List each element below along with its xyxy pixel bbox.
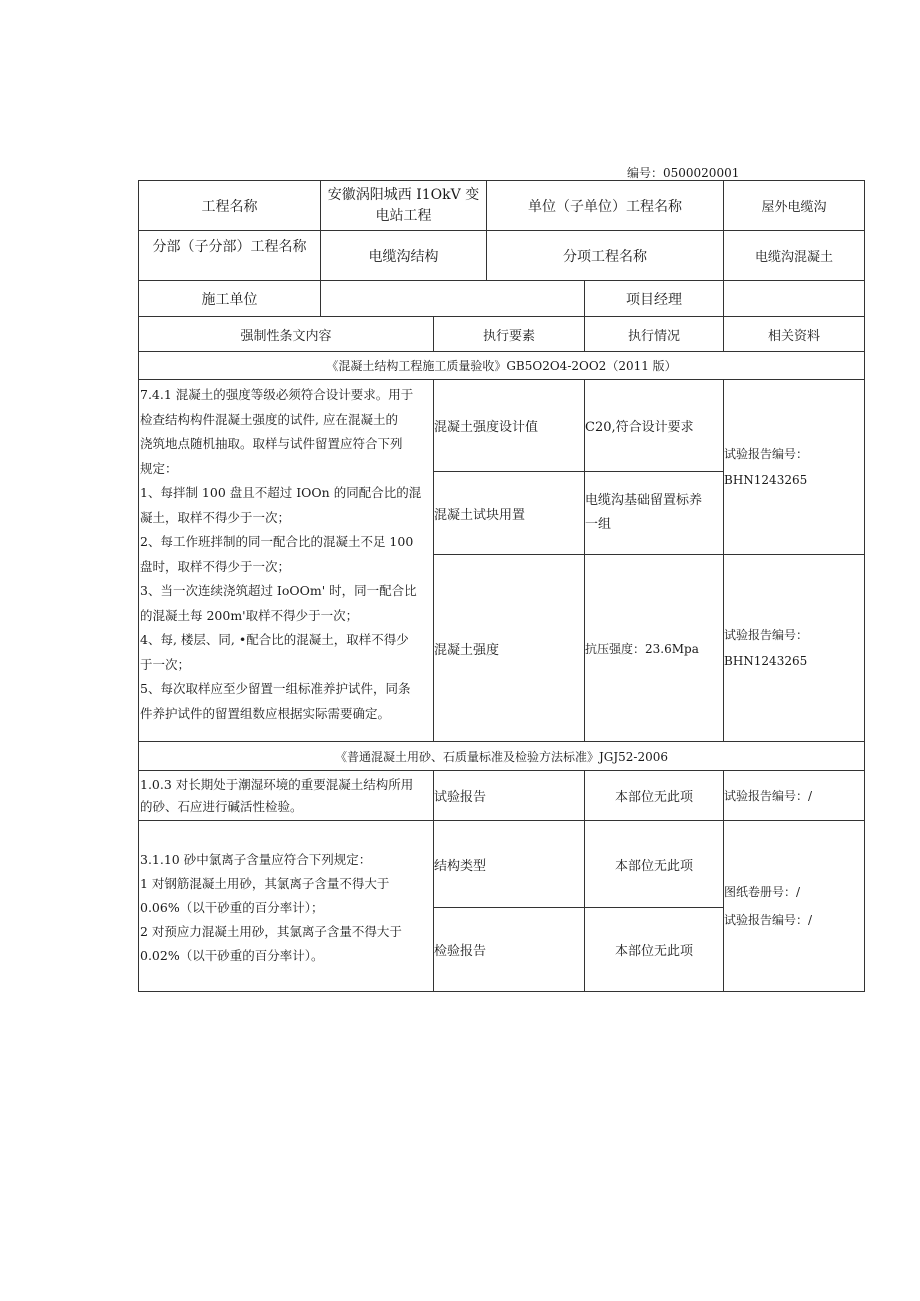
column-header-docs: 相关资料 (723, 316, 865, 352)
project-name-line2: 电站工程 (375, 207, 432, 224)
status-line: 一组 (585, 517, 612, 532)
subitem-label: 分项工程名称 (486, 230, 724, 281)
section2-title: 《普通混凝土用砂、石质量标准及检验方法标准》JGJ52-2006 (138, 741, 865, 771)
clause-line: 7.4.1 混凝土的强度等级必须符合设计要求。用于 (140, 387, 414, 402)
clause-line: 件养护试件的留置组数应根据实际需要确定。 (140, 705, 391, 721)
unit-project-value: 屋外电缆沟 (723, 180, 865, 231)
requirement-cell: 检验报告 (433, 907, 585, 992)
status-cell (584, 471, 724, 555)
status-cell: C20,符合设计要求 (584, 379, 724, 472)
docs-line: 试验报告编号： (724, 447, 809, 461)
document-number: 编号：0500020001 (627, 166, 740, 180)
status-cell: 本部位无此项 (584, 907, 724, 992)
clause-line: 3.1.10 砂中氯离子含量应符合下列规定： (140, 852, 372, 867)
docs-line: BHN1243265 (724, 654, 808, 668)
status-line: 电缆沟基础留置标养 (585, 493, 703, 508)
clause-line: 浇筑地点随机抽取。取样与试件留置应符合下列 (140, 436, 403, 451)
unit-project-label: 单位（子单位）工程名称 (486, 180, 724, 231)
column-header-status: 执行情况 (584, 316, 724, 352)
docs-line: BHN1243265 (724, 473, 808, 487)
project-name-label: 工程名称 (138, 180, 321, 231)
docs-line: 试验报告编号： (724, 628, 809, 642)
project-name-value (320, 180, 487, 231)
project-manager-value (723, 280, 865, 317)
clause-line: 5、每次取样应至少留置一组标准养护试件，同条 (140, 681, 411, 696)
docs-cell: 试验报告编号：/ (723, 770, 865, 821)
clause-line: 2 对预应力混凝土用砂，其氯离子含量不得大于 (140, 924, 402, 939)
clause-line: 于一次； (140, 656, 191, 672)
requirement-cell: 结构类型 (433, 820, 585, 908)
section1-title: 《混凝土结构工程施工质量验收》GB5O2O4-2OO2（2011 版） (138, 351, 865, 380)
division-value: 电缆沟结构 (320, 230, 487, 281)
column-header-content: 强制性条文内容 (138, 316, 434, 352)
requirement-cell: 混凝土强度设计值 (433, 379, 585, 472)
project-name-line1: 安徽涡阳城西 I1OkV 变 (327, 186, 480, 203)
clause-line: 规定： (140, 460, 178, 476)
docs-cell (723, 554, 865, 742)
requirement-cell: 混凝土强度 (433, 554, 585, 742)
clause-line: 3、当一次连续浇筑超过 IoOOm' 时，同一配合比 (140, 583, 417, 598)
requirement-cell: 混凝土试块用置 (433, 471, 585, 555)
clause-line: 2、每工作班拌制的同一配合比的混凝土不足 100 (140, 534, 414, 549)
section1-clause (140, 383, 421, 726)
clause-line: 1 对钢筋混凝土用砂，其氯离子含量不得大于 (140, 876, 390, 891)
project-manager-label: 项目经理 (584, 280, 724, 317)
contractor-value (320, 280, 585, 317)
clause-line: 4、每, 楼层、同, •配合比的混凝土，取样不得少 (140, 632, 409, 647)
clause-line: 凝土，取样不得少于一次； (140, 509, 291, 525)
requirement-cell: 试验报告 (433, 770, 585, 821)
clause-line: 0.06%（以干砂重的百分率计）； (140, 900, 324, 915)
column-header-requirement: 执行要素 (433, 316, 585, 352)
clause-line: 0.02%（以干砂重的百分率计）。 (140, 948, 324, 963)
clause-line: 检查结构构件混凝土强度的试件, 应在混凝土的 (140, 411, 398, 427)
docs-line: 试验报告编号：/ (724, 913, 813, 927)
subitem-value: 电缆沟混凝土 (723, 230, 865, 281)
division-label: 分部（子分部）工程名称 (138, 230, 321, 281)
section2-clause2 (140, 848, 402, 968)
clause-line: 1、每拌制 100 盘且不超过 IOOn 的同配合比的混 (140, 485, 422, 500)
status-cell: 抗压强度：23.6Mpa (584, 554, 724, 742)
docs-line: 图纸卷册号：/ (724, 885, 801, 899)
status-cell: 本部位无此项 (584, 770, 724, 821)
contractor-label: 施工单位 (138, 280, 321, 317)
docs-cell (723, 820, 865, 992)
clause-line: 的砂、石应进行碱活性检验。 (140, 799, 303, 814)
clause-line: 1.0.3 对长期处于潮湿环境的重要混凝土结构所用 (140, 777, 414, 792)
docs-cell (723, 379, 865, 555)
status-cell: 本部位无此项 (584, 820, 724, 908)
section2-clause1 (140, 774, 413, 818)
clause-line: 盘时，取样不得少于一次； (140, 558, 291, 574)
clause-line: 的混凝土每 200m'取样不得少于一次； (140, 607, 359, 623)
